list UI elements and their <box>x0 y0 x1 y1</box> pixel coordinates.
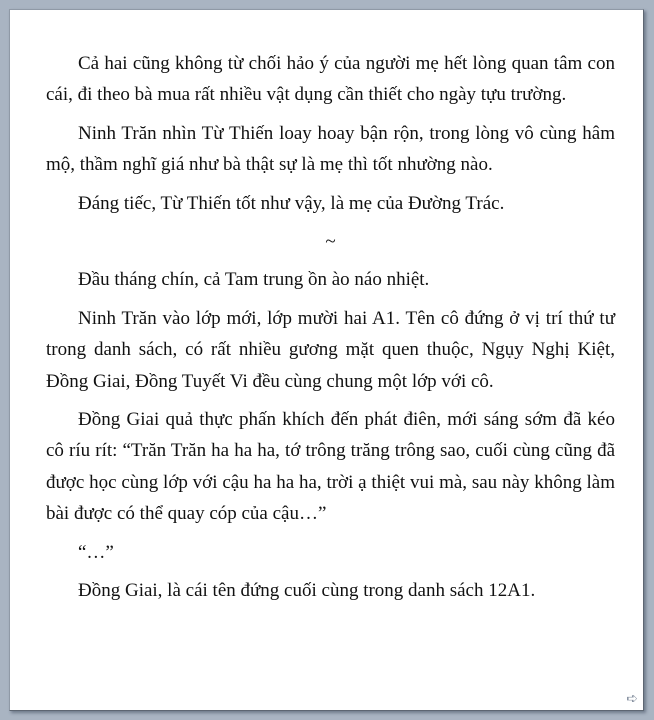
arrow-right-icon[interactable]: ➪ <box>626 691 638 707</box>
paragraph: Đồng Giai, là cái tên đứng cuối cùng trong danh sách 12A1. <box>78 580 536 602</box>
paragraph: Đầu tháng chín, cả Tam trung ồn ào náo nhiệt. <box>78 269 430 291</box>
paragraph: Ninh Trăn nhìn Từ Thiến loay hoay bận rộn, trong lòng vô cùng hâm mộ, thầm nghĩ giá như bà thật sự là mẹ thì tốt nhường nào. <box>46 122 615 176</box>
paragraph: Đáng tiếc, Từ Thiến tốt như vậy, là mẹ của Đường Trác. <box>78 192 505 214</box>
paragraph: “…” <box>78 541 114 563</box>
page-content <box>46 48 615 614</box>
section-separator: ~ <box>325 231 336 253</box>
paragraph: Cả hai cũng không từ chối hảo ý của người mẹ hết lòng quan tâm con cái, đi theo bà mua rất nhiều vật dụng cần thiết cho ngày tựu trường. <box>46 53 615 106</box>
document-page <box>9 9 644 711</box>
paragraph: Ninh Trăn vào lớp mới, lớp mười hai A1. Tên cô đứng ở vị trí thứ tư trong danh sách, có rất nhiều gương mặt quen thuộc, Ngụy Nghị Kiệt, Đồng Giai, Đồng Tuyết Vi đều cùng chung một lớp với cô. <box>46 307 615 392</box>
paragraph: Đồng Giai quả thực phấn khích đến phát điên, mới sáng sớm đã kéo cô ríu rít: “Trăn Trăn ha ha ha, tớ trông trăng trông sao, cuối cùng cũng đã được học cùng lớp với cậu ha ha ha, trời ạ thiệt vui mà, sau này không làm bài được có thể quay cóp của cậu…” <box>46 409 615 525</box>
